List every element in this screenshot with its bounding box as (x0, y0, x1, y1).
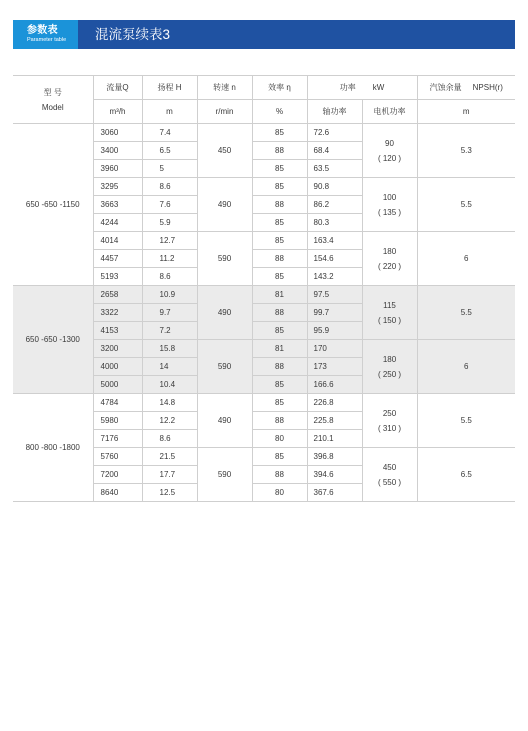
head-cell: 14 (142, 358, 197, 376)
motor-power-value: 90 (385, 138, 394, 148)
column-header-npsh (417, 76, 515, 100)
flow-cell: 5000 (93, 376, 142, 394)
speed-cell: 490 (197, 286, 252, 340)
model-label-en: Model (41, 102, 64, 112)
flow-cell: 3322 (93, 304, 142, 322)
efficiency-cell: 88 (252, 250, 307, 268)
motor-power-cell (362, 178, 417, 232)
shaft-power-cell: 226.8 (307, 394, 362, 412)
shaft-power-cell: 68.4 (307, 142, 362, 160)
npsh-cell: 5.3 (417, 124, 515, 178)
flow-cell: 3295 (93, 178, 142, 196)
shaft-power-cell: 90.8 (307, 178, 362, 196)
column-header-speed: 转速 n (197, 76, 252, 100)
speed-cell: 490 (197, 394, 252, 448)
motor-power-value: 115 (383, 300, 396, 310)
head-cell: 8.6 (142, 430, 197, 448)
column-header-efficiency: 效率 η (252, 76, 307, 100)
head-cell: 9.7 (142, 304, 197, 322)
speed-cell: 490 (197, 178, 252, 232)
head-cell: 5 (142, 160, 197, 178)
npsh-cell: 6 (417, 340, 515, 394)
flow-cell: 5980 (93, 412, 142, 430)
shaft-power-cell: 396.8 (307, 448, 362, 466)
npsh-cell: 5.5 (417, 178, 515, 232)
head-cell: 6.5 (142, 142, 197, 160)
shaft-power-cell: 225.8 (307, 412, 362, 430)
head-cell: 10.9 (142, 286, 197, 304)
power-unit: kW (372, 82, 385, 92)
flow-cell: 3400 (93, 142, 142, 160)
shaft-power-cell: 97.5 (307, 286, 362, 304)
shaft-power-cell: 210.1 (307, 430, 362, 448)
header-row (13, 76, 515, 100)
model-cell: 650 -650 -1300 (13, 286, 93, 394)
flow-cell: 4153 (93, 322, 142, 340)
head-cell: 12.5 (142, 484, 197, 502)
model-group (13, 394, 515, 502)
motor-power-alt-value: ( 150 ) (377, 315, 402, 325)
motor-power-cell (362, 124, 417, 178)
head-unit: m (142, 100, 197, 124)
efficiency-cell: 81 (252, 340, 307, 358)
motor-power-alt-value: ( 250 ) (377, 369, 402, 379)
column-header-head: 扬程 H (142, 76, 197, 100)
title-band (13, 20, 515, 49)
motor-power-cell (362, 232, 417, 286)
efficiency-cell: 81 (252, 286, 307, 304)
efficiency-cell: 85 (252, 394, 307, 412)
motor-power-value: 100 (382, 192, 397, 202)
efficiency-cell: 85 (252, 160, 307, 178)
efficiency-cell: 88 (252, 142, 307, 160)
npsh-cell: 6 (417, 232, 515, 286)
flow-cell: 7176 (93, 430, 142, 448)
shaft-power-cell: 99.7 (307, 304, 362, 322)
npsh-cell: 6.5 (417, 448, 515, 502)
shaft-power-cell: 72.6 (307, 124, 362, 142)
npsh-unit: m (417, 100, 515, 124)
model-cell: 800 -800 -1800 (13, 394, 93, 502)
speed-cell: 450 (197, 124, 252, 178)
head-cell: 8.6 (142, 268, 197, 286)
efficiency-cell: 88 (252, 304, 307, 322)
head-cell: 12.7 (142, 232, 197, 250)
efficiency-cell: 85 (252, 178, 307, 196)
speed-cell: 590 (197, 232, 252, 286)
head-cell: 8.6 (142, 178, 197, 196)
table-header (13, 76, 515, 124)
npsh-cell: 5.5 (417, 394, 515, 448)
model-label: 型 号 (43, 87, 62, 97)
head-cell: 7.4 (142, 124, 197, 142)
head-cell: 15.8 (142, 340, 197, 358)
flow-cell: 3060 (93, 124, 142, 142)
flow-cell: 2658 (93, 286, 142, 304)
head-cell: 5.9 (142, 214, 197, 232)
motor-power-value: 180 (382, 246, 397, 256)
parameter-table-badge (13, 20, 78, 49)
npsh-code: NPSH(r) (472, 82, 503, 92)
npsh-cell: 5.5 (417, 286, 515, 340)
model-group (13, 286, 515, 394)
flow-cell: 4784 (93, 394, 142, 412)
motor-power-value: 450 (382, 462, 397, 472)
badge-title: 参数表 (27, 25, 58, 36)
column-header-shaft-power: 轴功率 (307, 100, 362, 124)
head-cell: 17.7 (142, 466, 197, 484)
head-cell: 7.6 (142, 196, 197, 214)
motor-power-cell (362, 286, 417, 340)
head-cell: 7.2 (142, 322, 197, 340)
efficiency-cell: 85 (252, 376, 307, 394)
shaft-power-cell: 154.6 (307, 250, 362, 268)
shaft-power-cell: 80.3 (307, 214, 362, 232)
head-cell: 11.2 (142, 250, 197, 268)
speed-unit: r/min (197, 100, 252, 124)
flow-cell: 3663 (93, 196, 142, 214)
motor-power-alt-value: ( 310 ) (377, 423, 402, 433)
shaft-power-cell: 394.6 (307, 466, 362, 484)
flow-unit: m³/h (93, 100, 142, 124)
flow-cell: 8640 (93, 484, 142, 502)
efficiency-cell: 88 (252, 412, 307, 430)
efficiency-unit: % (252, 100, 307, 124)
table-row (13, 394, 515, 412)
shaft-power-cell: 163.4 (307, 232, 362, 250)
table-row (13, 124, 515, 142)
npsh-label: 汽蚀余量 (429, 82, 462, 92)
motor-power-alt-value: ( 220 ) (377, 261, 402, 271)
efficiency-cell: 88 (252, 358, 307, 376)
motor-power-value: 250 (382, 408, 397, 418)
motor-power-value: 180 (382, 354, 397, 364)
flow-cell: 5193 (93, 268, 142, 286)
power-label: 功率 (339, 82, 356, 92)
flow-cell: 5760 (93, 448, 142, 466)
column-header-flow: 流量Q (93, 76, 142, 100)
motor-power-alt-value: ( 135 ) (377, 207, 402, 217)
efficiency-cell: 80 (252, 430, 307, 448)
page-title: 混流泵续表3 (95, 27, 171, 42)
efficiency-cell: 85 (252, 448, 307, 466)
speed-cell: 590 (197, 448, 252, 502)
flow-cell: 3200 (93, 340, 142, 358)
flow-cell: 4000 (93, 358, 142, 376)
flow-cell: 4457 (93, 250, 142, 268)
head-cell: 21.5 (142, 448, 197, 466)
badge-subtitle: Parameter table (27, 37, 67, 43)
efficiency-cell: 85 (252, 124, 307, 142)
flow-cell: 3960 (93, 160, 142, 178)
column-header-power (307, 76, 417, 100)
model-group (13, 124, 515, 286)
motor-power-alt-value: ( 120 ) (377, 153, 402, 163)
motor-power-cell (362, 448, 417, 502)
head-cell: 12.2 (142, 412, 197, 430)
column-header-motor-power: 电机功率 (362, 100, 417, 124)
efficiency-cell: 85 (252, 268, 307, 286)
flow-cell: 4014 (93, 232, 142, 250)
efficiency-cell: 88 (252, 196, 307, 214)
flow-cell: 4244 (93, 214, 142, 232)
model-cell: 650 -650 -1150 (13, 124, 93, 286)
shaft-power-cell: 143.2 (307, 268, 362, 286)
shaft-power-cell: 63.5 (307, 160, 362, 178)
efficiency-cell: 80 (252, 484, 307, 502)
efficiency-cell: 85 (252, 214, 307, 232)
shaft-power-cell: 170 (307, 340, 362, 358)
shaft-power-cell: 166.6 (307, 376, 362, 394)
shaft-power-cell: 86.2 (307, 196, 362, 214)
shaft-power-cell: 95.9 (307, 322, 362, 340)
table-row (13, 286, 515, 304)
flow-cell: 7200 (93, 466, 142, 484)
head-cell: 14.8 (142, 394, 197, 412)
parameter-table (13, 75, 515, 502)
column-header-model (13, 76, 93, 124)
motor-power-cell (362, 394, 417, 448)
efficiency-cell: 85 (252, 232, 307, 250)
shaft-power-cell: 367.6 (307, 484, 362, 502)
motor-power-alt-value: ( 550 ) (377, 477, 402, 487)
efficiency-cell: 85 (252, 322, 307, 340)
head-cell: 10.4 (142, 376, 197, 394)
efficiency-cell: 88 (252, 466, 307, 484)
shaft-power-cell: 173 (307, 358, 362, 376)
motor-power-cell (362, 340, 417, 394)
speed-cell: 590 (197, 340, 252, 394)
